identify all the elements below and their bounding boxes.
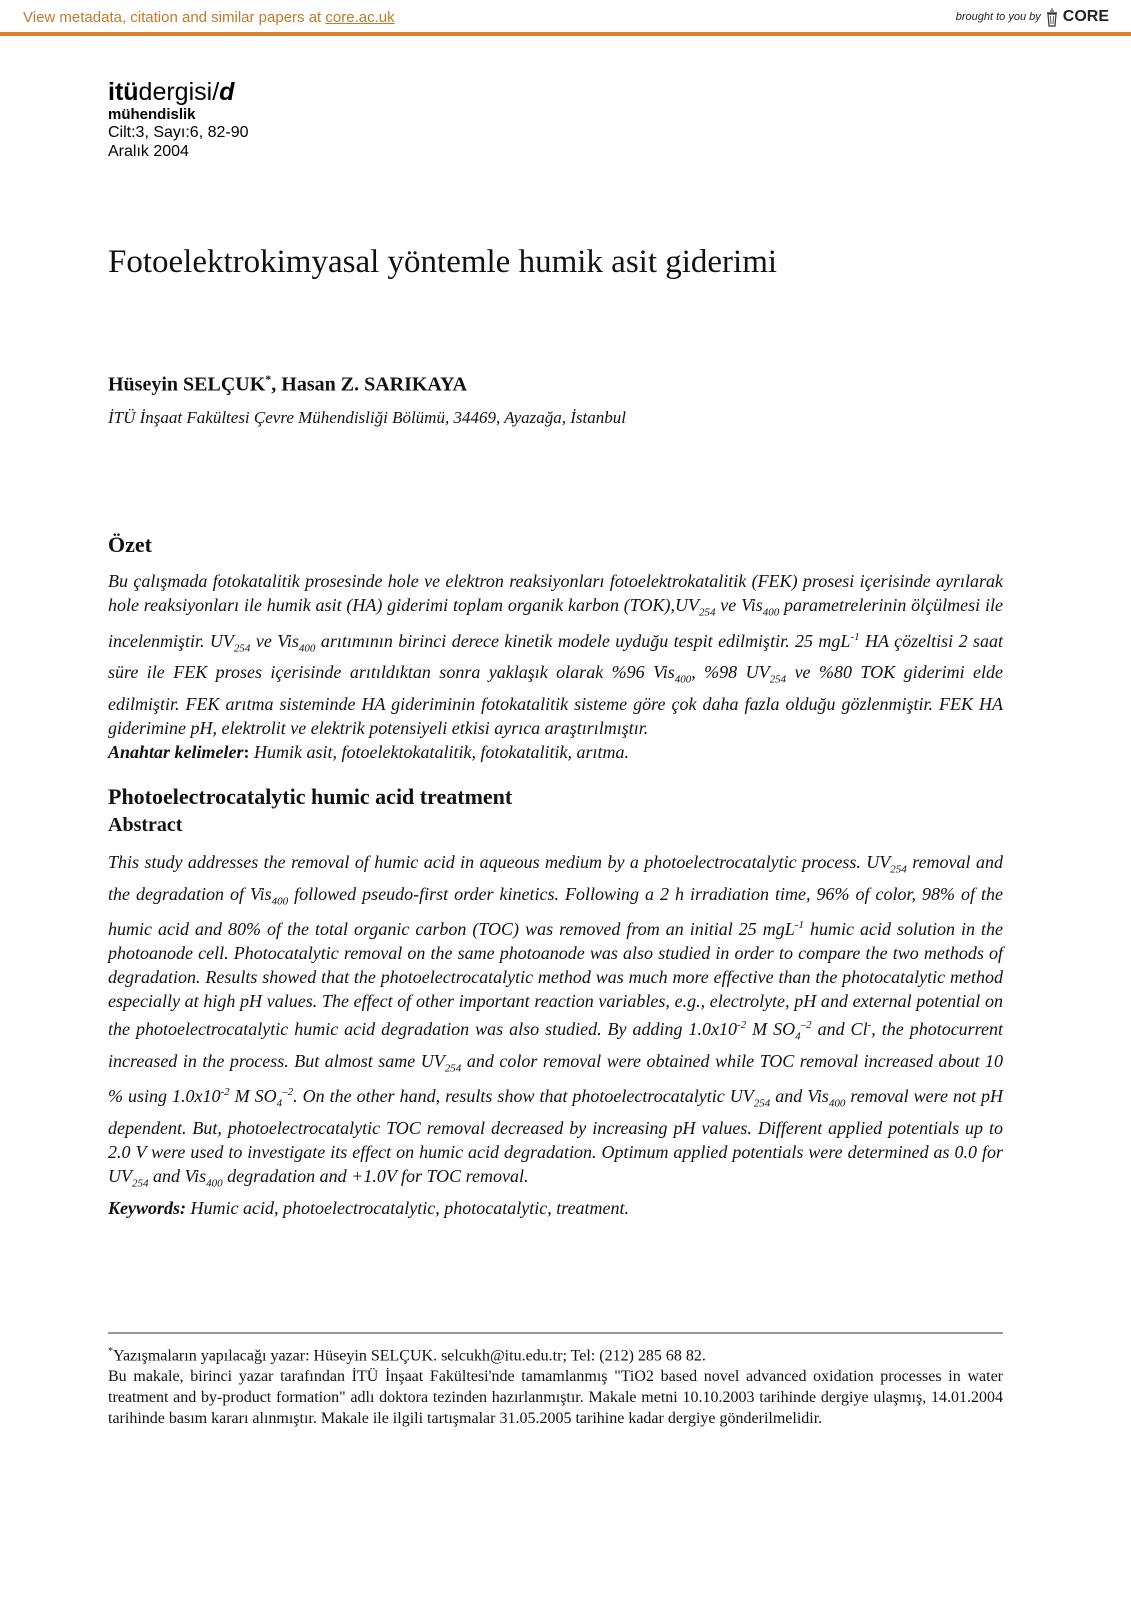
ozet-body: Bu çalışmada fotokatalitik prosesinde hole ve elektron reaksiyonları fotoelektrokatalitik (FEK) prosesi içerisinde ayrılarak hole reaksiyonları ile humik asit (HA) giderimi toplam organik karbon $(TOK),UV_{254}$ ve Vis$_{400}$ parametrelerinin ölçülmesi ile incelenmiştir. $UV_{254}$ ve Vis$_{400}$ arıtımının birinci derece kinetik modele uyduğu tespit edilmiştir. 25 mgL$^{-1}$ HA çözeltisi 2 saat süre ile FEK proses içerisinde arıtıldıktan sonra yaklaşık olarak %96 Vis$_{400}$, %98 $UV_{254}$ ve %80 TOK giderimi elde edilmiştir. FEK arıtma sisteminde HA gideriminin fotokatalitik sisteme göre çok daha fazla olduğu gözlenmiştir. FEK HA giderimine pH, elektrolit ve elektrik potensiyeli etkisi ayrıca araştırılmıştır. Anahtar kelimeler: Humik asit, fotoelektokatalitik, fotokatalitik, arıtma.	[108, 571, 1003, 762]
brought-to-you-text: brought to you by	[955, 11, 1041, 23]
journal-name: itüdergisi/d	[108, 78, 235, 106]
journal-header	[108, 78, 249, 161]
core-logo-icon	[1045, 7, 1059, 27]
authors: Hüseyin SELÇUK*, Hasan Z. SARIKAYA	[108, 372, 468, 396]
core-prefix: View metadata, citation and similar papers at	[23, 9, 326, 26]
affiliation: İTÜ İnşaat Fakültesi Çevre Mühendisliği Bölümü, 34469, Ayazağa, İstanbul	[108, 408, 626, 427]
english-title: Photoelectrocatalytic humic acid treatment	[108, 784, 513, 809]
footnote	[108, 1341, 1003, 1429]
ozet-keywords: Anahtar kelimeler: Humik asit, fotoelektokatalitik, fotokatalitik, arıtma.	[108, 741, 629, 762]
core-logo-text: CORE	[1062, 8, 1109, 25]
journal-section: mühendislik	[108, 106, 196, 123]
footnote-note: Bu makale, birinci yazar tarafından İTÜ İnşaat Fakültesi'nde tamamlanmış "TiO2 based novel advanced oxidation processes in water treatment and by-product formation" adlı doktora tezinden hazırlanmıştır. Makale metni 10.10.2003 tarihinde dergiye ulaşmış, 14.01.2004 tarihinde basım kararı alınmıştır. Makale ile ilgili tartışmalar 31.05.2005 tarihine kadar dergiye gönderilmelidir.	[108, 1368, 1003, 1428]
journal-date: Aralık 2004	[108, 143, 189, 160]
footnote-correspondence: *Yazışmaların yapılacağı yazar: Hüseyin SELÇUK. selcukh@itu.edu.tr; Tel: (212) 285 68 82.	[108, 1346, 706, 1365]
footnote-rule	[108, 1332, 1003, 1334]
core-metadata-text	[23, 9, 395, 26]
journal-volume: Cilt:3, Sayı:6, 82-90	[108, 124, 249, 141]
abstract-body: This study addresses the removal of humic acid in aqueous medium by a photoelectrocatalytic process. $UV_{254}$ removal and the degradation of Vis$_{400}$ followed pseudo-first order kinetics. Following a 2 h irradiation time, 96% of color, 98% of the humic acid and 80% of the total organic carbon (TOC) was removed from an initial 25 mgL$^{-1}$ humic acid solution in the photoanode cell. Photocatalytic removal on the same photoanode was also studied in order to compare the two methods of degradation. Results showed that the photoelectrocatalytic method was much more effective than the photocatalytic method especially at high pH values. The effect of other important reaction variables, e.g., electrolyte, pH and external potential on the photoelectrocatalytic humic acid degradation was also studied. By adding $1.0x10^{-2}$ M $SO_4^{-2}$ and Cl-, the photocurrent increased in the process. But almost same $UV_{254}$ and color removal were obtained while TOC removal increased about 10 % using $1.0x10^{-2}$ M $SO_4^{-2}$. On the other hand, results show that photoelectrocatalytic $UV_{254}$ and Vis$_{400}$ removal were not pH dependent. But, photoelectrocatalytic TOC removal decreased by increasing pH values. Different applied potentials up to 2.0 V were used to investigate its effect on humic acid degradation. Optimum applied potentials were determined as 0.0 for $UV_{254}$ and Vis$_{400}$ degradation and +1.0V for TOC removal. Keywords: Humic acid, photoelectrocatalytic, photocatalytic, treatment.	[108, 852, 1004, 1218]
core-brand[interactable]	[956, 7, 1109, 27]
ozet-heading: Özet	[108, 532, 152, 557]
abstract-keywords: Keywords: Humic acid, photoelectrocatalytic, photocatalytic, treatment.	[108, 1197, 630, 1218]
paper-title: Fotoelektrokimyasal yöntemle humik asit giderimi	[108, 244, 778, 280]
abstract-heading: Abstract	[108, 814, 183, 836]
core-banner	[0, 0, 1131, 36]
core-link[interactable]: core.ac.uk	[325, 9, 395, 26]
